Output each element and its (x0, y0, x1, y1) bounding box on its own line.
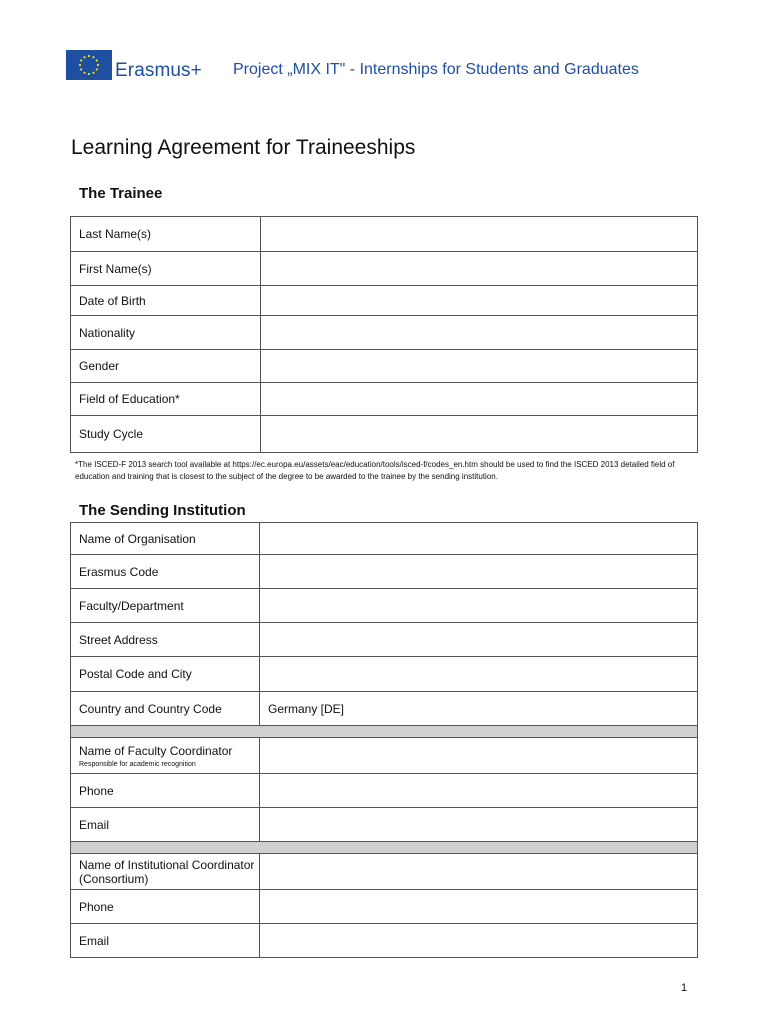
eu-star-icon (83, 72, 85, 74)
country-code-field[interactable]: Germany [DE] (260, 692, 698, 726)
faculty-coordinator-label: Name of Faculty Coordinator (79, 743, 233, 758)
postal-code-city-field[interactable] (260, 657, 698, 692)
first-name-field[interactable] (261, 252, 698, 286)
field-label: Gender (71, 350, 261, 383)
eu-stars (66, 50, 112, 80)
street-address-field[interactable] (260, 623, 698, 657)
last-name-field[interactable] (261, 217, 698, 252)
gender-field[interactable] (261, 350, 698, 383)
table-row (71, 738, 698, 774)
isced-footnote: *The ISCED-F 2013 search tool available at https://ec.europa.eu/assets/eac/education/tools/isced-f/codes_en.htm should be used to find the ISCED 2013 detailed field of education and training that is closest to the subject of the degree to be awarded to the trainee by the sending institution. (75, 460, 675, 481)
table-row (71, 555, 698, 589)
study-cycle-field[interactable] (261, 416, 698, 453)
field-label: Name of Organisation (71, 523, 260, 555)
erasmus-code-field[interactable] (260, 555, 698, 589)
table-row (71, 657, 698, 692)
table-row (71, 623, 698, 657)
eu-star-icon (80, 68, 82, 70)
eu-star-icon (96, 68, 98, 70)
table-row (71, 854, 698, 890)
eu-star-icon (79, 64, 81, 66)
field-label: Date of Birth (71, 286, 261, 316)
field-label: Email (71, 808, 260, 842)
table-row (71, 252, 698, 286)
faculty-coordinator-field[interactable] (260, 738, 698, 774)
table-row (71, 286, 698, 316)
field-of-education-field[interactable] (261, 383, 698, 416)
page-header (66, 50, 706, 84)
separator-cell (71, 842, 698, 854)
eu-star-icon (88, 55, 90, 57)
section-heading-sending-institution: The Sending Institution (79, 502, 246, 519)
eu-star-icon (96, 59, 98, 61)
eu-star-icon (83, 56, 85, 58)
field-label: Study Cycle (71, 416, 261, 453)
table-row (71, 350, 698, 383)
field-label: Phone (71, 774, 260, 808)
section-heading-trainee: The Trainee (79, 185, 163, 202)
faculty-coordinator-email-field[interactable] (260, 808, 698, 842)
page-number: 1 (681, 982, 688, 994)
trainee-table (70, 216, 698, 453)
field-label: Name of Institutional Coordinator (Consortium) (71, 854, 260, 890)
nationality-field[interactable] (261, 316, 698, 350)
field-label: First Name(s) (71, 252, 261, 286)
field-label: Country and Country Code (71, 692, 260, 726)
faculty-coordinator-phone-field[interactable] (260, 774, 698, 808)
field-label: Nationality (71, 316, 261, 350)
table-row (71, 808, 698, 842)
table-row (71, 774, 698, 808)
eu-flag-icon (66, 50, 112, 80)
organisation-name-field[interactable] (260, 523, 698, 555)
table-row (71, 383, 698, 416)
faculty-department-field[interactable] (260, 589, 698, 623)
separator-cell (71, 726, 698, 738)
table-row (71, 316, 698, 350)
project-title: Project „MIX IT" - Internships for Students and Graduates (233, 61, 639, 78)
field-label: Phone (71, 890, 260, 924)
sending-institution-table (70, 522, 698, 958)
eu-star-icon (80, 59, 82, 61)
eu-star-icon (92, 56, 94, 58)
field-label: Field of Education* (71, 383, 261, 416)
field-label: Erasmus Code (71, 555, 260, 589)
eu-star-icon (92, 72, 94, 74)
table-row (71, 924, 698, 958)
field-label: Faculty/Department (71, 589, 260, 623)
field-label: Last Name(s) (71, 217, 261, 252)
field-label: Street Address (71, 623, 260, 657)
table-row (71, 890, 698, 924)
field-label: Email (71, 924, 260, 958)
table-row (71, 416, 698, 453)
institutional-coordinator-phone-field[interactable] (260, 890, 698, 924)
field-label: Postal Code and City (71, 657, 260, 692)
table-row (71, 217, 698, 252)
table-row (71, 523, 698, 555)
date-of-birth-field[interactable] (261, 286, 698, 316)
document-title: Learning Agreement for Traineeships (71, 136, 416, 159)
table-row (71, 692, 698, 726)
institutional-coordinator-email-field[interactable] (260, 924, 698, 958)
institutional-coordinator-field[interactable] (260, 854, 698, 890)
field-label (71, 738, 260, 774)
erasmus-logo-text: Erasmus+ (115, 60, 202, 81)
table-row (71, 589, 698, 623)
eu-star-icon (97, 64, 99, 66)
eu-star-icon (88, 73, 90, 75)
faculty-coordinator-sublabel: Responsible for academic recognition (79, 760, 196, 768)
table-separator (71, 842, 698, 854)
table-separator (71, 726, 698, 738)
